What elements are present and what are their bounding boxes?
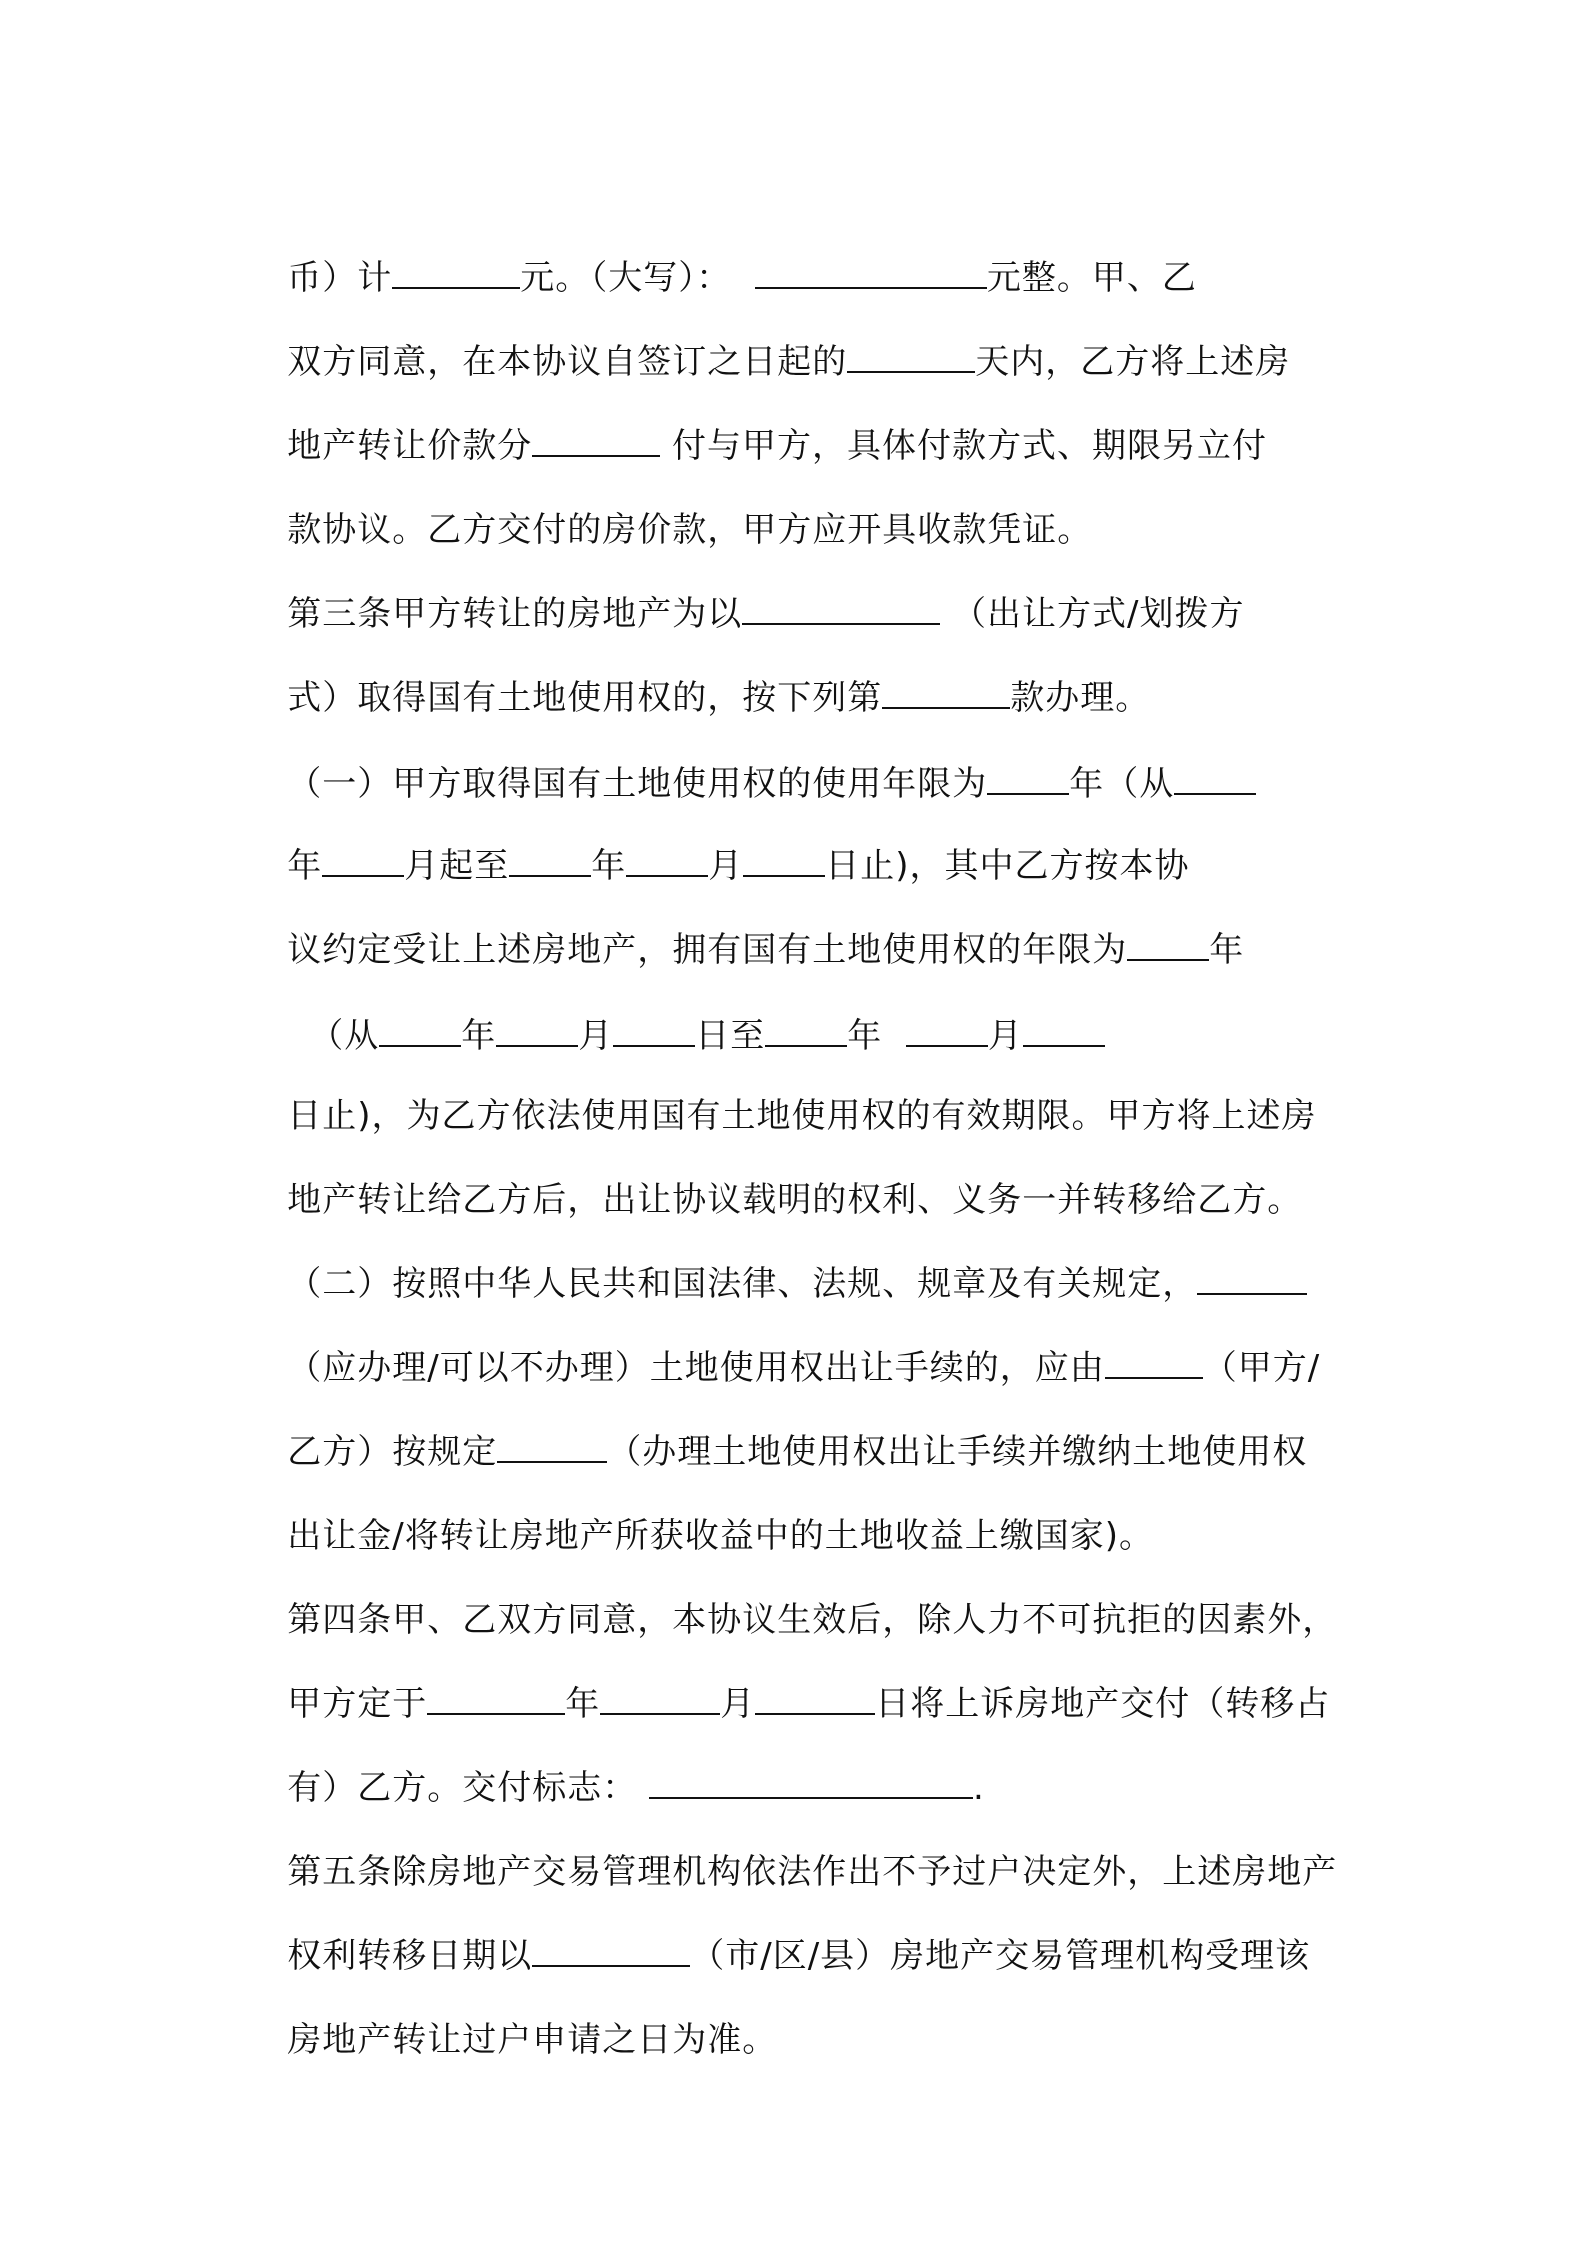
fill-blank[interactable] — [765, 1015, 847, 1047]
text-segment: 第四条甲、乙双方同意，本协议生效后，除人力不可抗拒的因素外， — [287, 1600, 1338, 1640]
fill-blank[interactable] — [1023, 1015, 1105, 1047]
text-segment: 元整。甲、乙 — [986, 258, 1197, 298]
text-segment: 款办理。 — [1010, 678, 1151, 718]
text-segment: 年 — [287, 846, 323, 886]
fill-blank[interactable] — [392, 257, 520, 289]
text-segment: 月起至 — [404, 846, 510, 886]
text-segment: （应办理/可以不办理）土地使用权出让手续的，应由 — [287, 1348, 1105, 1388]
text-segment: 双方同意，在本协议自签订之日起的 — [287, 342, 848, 382]
fill-blank[interactable] — [532, 1935, 690, 1967]
text-segment: 日将上诉房地产交付（转移占 — [875, 1684, 1331, 1724]
text-segment: 房地产转让过户申请之日为准。 — [287, 2020, 778, 2060]
text-segment: 日止)，其中乙方按本协 — [825, 846, 1190, 886]
text-segment: 权利转移日期以 — [287, 1936, 533, 1976]
fill-blank[interactable] — [882, 677, 1010, 709]
fill-blank[interactable] — [626, 845, 708, 877]
text-segment: （市/区/县）房地产交易管理机构受理该 — [690, 1936, 1311, 1976]
fill-blank[interactable] — [322, 845, 404, 877]
fill-blank[interactable] — [755, 257, 987, 289]
text-segment: 月 — [708, 846, 744, 886]
fill-blank[interactable] — [742, 593, 940, 625]
fill-blank[interactable] — [1105, 1347, 1203, 1379]
text-segment: 甲方定于 — [287, 1684, 428, 1724]
paragraph-line — [240, 1968, 777, 2112]
text-segment: 年（从 — [1069, 764, 1175, 804]
fill-blank[interactable] — [1174, 763, 1256, 795]
text-segment: 有）乙方。交付标志： — [287, 1768, 638, 1808]
text-segment: （一）甲方取得国有土地使用权的使用年限为 — [287, 764, 988, 804]
text-segment: 乙方）按规定 — [287, 1432, 498, 1472]
fill-blank[interactable] — [509, 845, 591, 877]
fill-blank[interactable] — [755, 1683, 875, 1715]
text-segment: 日至 — [695, 1016, 766, 1056]
text-segment: . — [973, 1768, 985, 1808]
fill-blank[interactable] — [532, 425, 660, 457]
text-segment: （出让方式/划拨方 — [952, 594, 1245, 634]
fill-blank[interactable] — [497, 1431, 607, 1463]
text-segment: 议约定受让上述房地产，拥有国有土地使用权的年限为 — [287, 930, 1128, 970]
fill-blank[interactable] — [906, 1015, 988, 1047]
fill-blank[interactable] — [600, 1683, 720, 1715]
text-segment: 年 — [1209, 930, 1245, 970]
text-segment: 日止)，为乙方依法使用国有土地使用权的有效期限。甲方将上述房 — [287, 1096, 1317, 1136]
text-segment: 月 — [987, 1016, 1023, 1056]
text-segment: 第五条除房地产交易管理机构依法作出不予过户决定外，上述房地产 — [287, 1852, 1338, 1892]
fill-blank[interactable] — [649, 1767, 973, 1799]
fill-blank[interactable] — [987, 763, 1069, 795]
text-segment: 月 — [720, 1684, 756, 1724]
fill-blank[interactable] — [743, 845, 825, 877]
fill-blank[interactable] — [427, 1683, 565, 1715]
text-segment: （从 — [309, 1016, 380, 1056]
text-segment: 币）计 — [287, 258, 393, 298]
text-segment: 地产转让价款分 — [287, 426, 533, 466]
text-segment: 第三条甲方转让的房地产为以 — [287, 594, 743, 634]
text-segment: 款协议。乙方交付的房价款，甲方应开具收款凭证。 — [287, 510, 1093, 550]
fill-blank[interactable] — [1127, 929, 1209, 961]
text-segment: 式）取得国有土地使用权的，按下列第 — [287, 678, 883, 718]
text-segment: 出让金/将转让房地产所获收益中的土地收益上缴国家)。 — [287, 1516, 1154, 1556]
text-segment: 年 — [565, 1684, 601, 1724]
fill-blank[interactable] — [496, 1015, 578, 1047]
text-segment: 年 — [847, 1016, 895, 1056]
text-segment: （二）按照中华人民共和国法律、法规、规章及有关规定， — [287, 1264, 1198, 1304]
text-segment: 天内，乙方将上述房 — [975, 342, 1291, 382]
text-segment: （办理土地使用权出让手续并缴纳土地使用权 — [607, 1432, 1308, 1472]
fill-blank[interactable] — [847, 341, 975, 373]
text-segment: 年 — [591, 846, 627, 886]
fill-blank[interactable] — [379, 1015, 461, 1047]
text-segment: 月 — [578, 1016, 614, 1056]
fill-blank[interactable] — [613, 1015, 695, 1047]
text-segment: （甲方/ — [1202, 1348, 1321, 1388]
fill-blank[interactable] — [1197, 1263, 1307, 1295]
text-segment: 地产转让给乙方后，出让协议载明的权利、义务一并转移给乙方。 — [287, 1180, 1303, 1220]
text-segment: 年 — [461, 1016, 497, 1056]
text-segment: 付与甲方，具体付款方式、期限另立付 — [660, 426, 1268, 466]
text-segment: 元。（大写）： — [520, 258, 732, 298]
